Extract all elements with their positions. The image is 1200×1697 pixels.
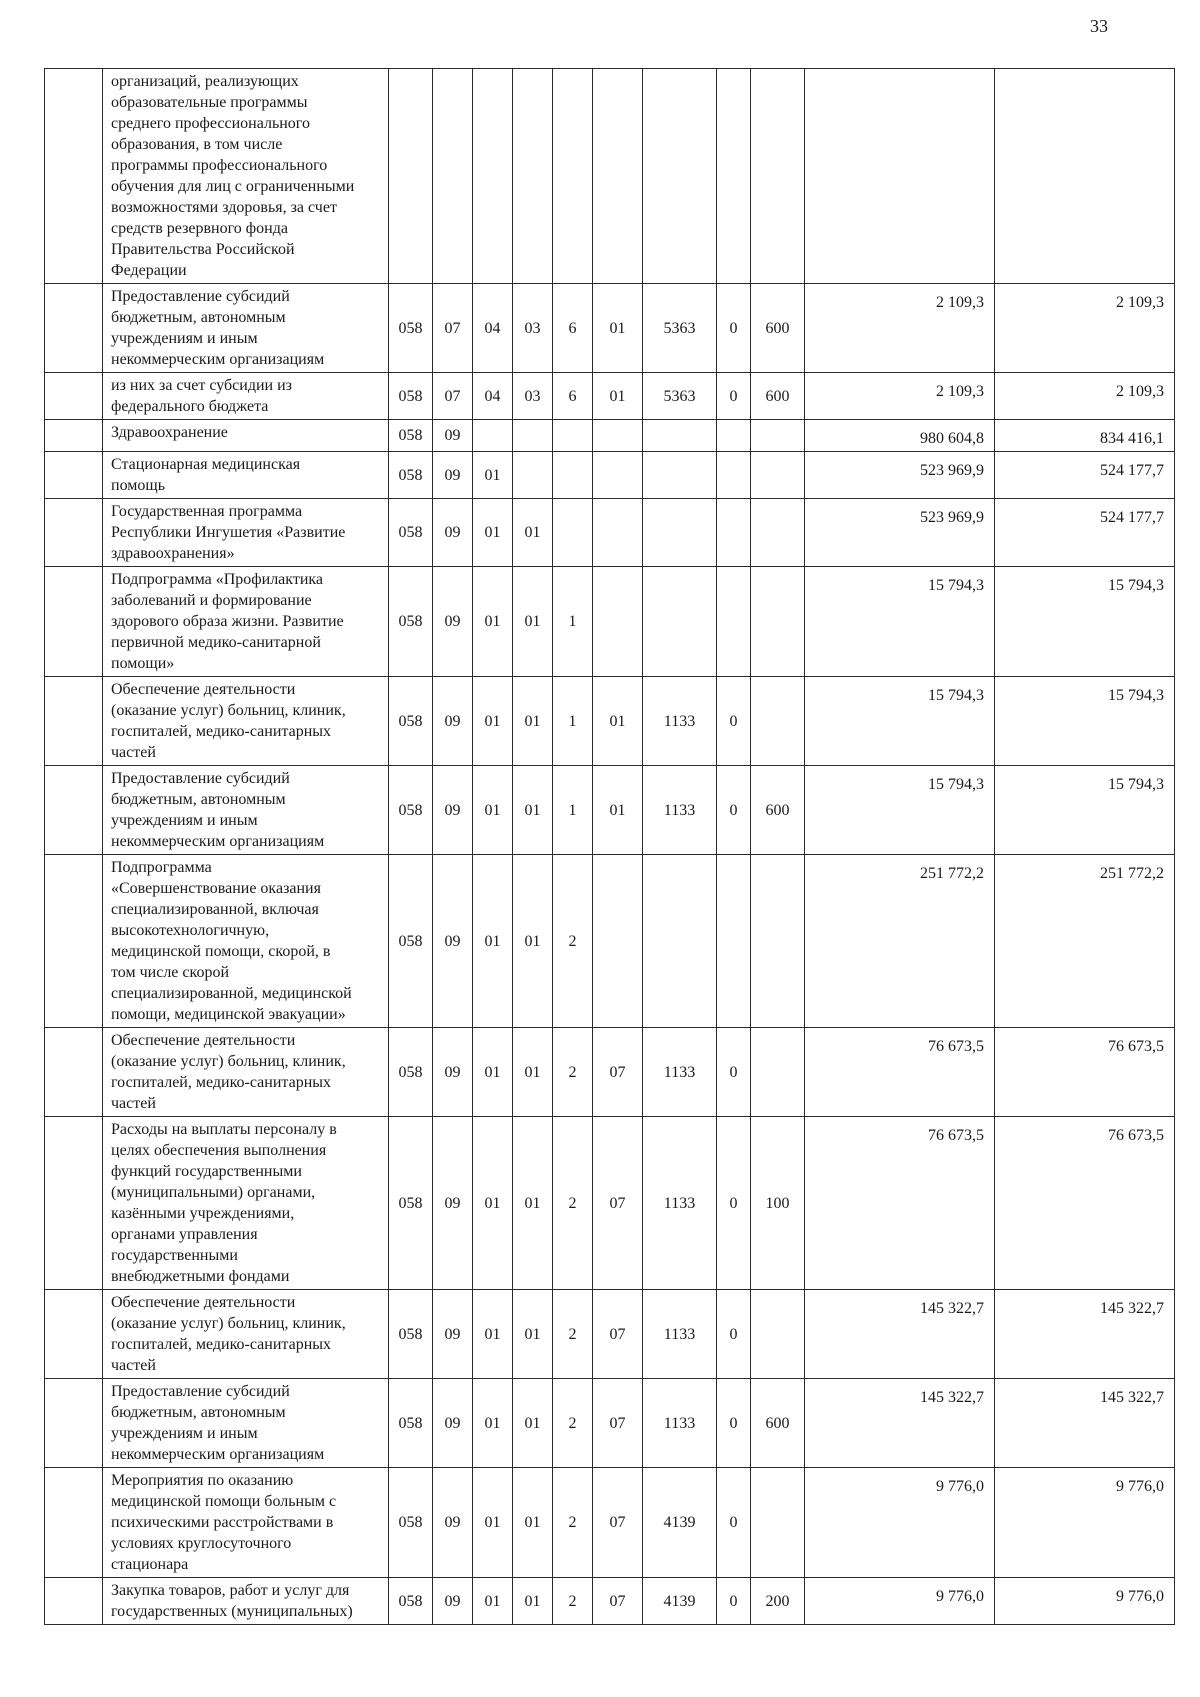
code-cell-c4: 01 [513,1379,553,1468]
code-cell-c5: 2 [553,855,593,1028]
code-cell-c7: 1133 [643,1028,717,1117]
code-cell-c1: 058 [389,1117,433,1290]
code-cell-c7: 4139 [643,1578,717,1625]
amount-cell-v2 [995,69,1175,284]
code-cell-c8: 0 [717,284,751,373]
table-row [45,1028,1175,1117]
amount-cell-v2: 251 772,2 [995,855,1175,1028]
table-row [45,855,1175,1028]
code-cell-c4 [513,69,553,284]
code-cell-c3: 01 [473,1379,513,1468]
table-row [45,284,1175,373]
code-cell-c1: 058 [389,499,433,567]
code-cell-c6: 07 [593,1578,643,1625]
amount-cell-v2: 9 776,0 [995,1578,1175,1625]
code-cell-c3 [473,69,513,284]
amount-cell-v1: 980 604,8 [805,420,995,452]
code-cell-c1: 058 [389,1028,433,1117]
code-cell-c1: 058 [389,766,433,855]
amount-cell-v1: 523 969,9 [805,499,995,567]
code-cell-c5: 1 [553,766,593,855]
item-name-cell: Подпрограмма «Совершенствование оказания специализированной, включая высокотехнологичную, медицинской помощи, скорой, в том числе скорой специализированной, медицинской помощи, медицинской эвакуации» [103,855,389,1028]
amount-cell-v1: 2 109,3 [805,284,995,373]
table-row [45,69,1175,284]
amount-cell-v2: 15 794,3 [995,677,1175,766]
code-cell-c6 [593,452,643,499]
code-cell-c4: 03 [513,284,553,373]
code-cell-c7: 5363 [643,284,717,373]
row-index-cell [45,69,103,284]
code-cell-c5 [553,499,593,567]
code-cell-c6: 01 [593,677,643,766]
code-cell-c2: 09 [433,499,473,567]
item-name-cell: Предоставление субсидий бюджетным, автономным учреждениям и иным некоммерческим организациям [103,766,389,855]
code-cell-c3: 01 [473,452,513,499]
code-cell-c8: 0 [717,1379,751,1468]
amount-cell-v2: 145 322,7 [995,1290,1175,1379]
code-cell-c9 [751,567,805,677]
code-cell-c2: 09 [433,855,473,1028]
code-cell-c7 [643,855,717,1028]
item-name-cell: Обеспечение деятельности (оказание услуг) больниц, клиник, госпиталей, медико-санитарных частей [103,677,389,766]
code-cell-c5: 1 [553,567,593,677]
code-cell-c9 [751,1290,805,1379]
code-cell-c6 [593,567,643,677]
code-cell-c4: 03 [513,373,553,420]
table-row [45,1117,1175,1290]
amount-cell-v2: 145 322,7 [995,1379,1175,1468]
code-cell-c8 [717,499,751,567]
code-cell-c8: 0 [717,1117,751,1290]
code-cell-c5 [553,452,593,499]
item-name-cell: Мероприятия по оказанию медицинской помощи больным с психическими расстройствами в условиях круглосуточного стационара [103,1468,389,1578]
table-row [45,1468,1175,1578]
row-index-cell [45,499,103,567]
code-cell-c8: 0 [717,1578,751,1625]
code-cell-c8 [717,567,751,677]
amount-cell-v2: 76 673,5 [995,1028,1175,1117]
code-cell-c1: 058 [389,373,433,420]
code-cell-c3: 01 [473,855,513,1028]
amount-cell-v1: 251 772,2 [805,855,995,1028]
item-name-cell: Здравоохранение [103,420,389,452]
code-cell-c4: 01 [513,855,553,1028]
table-row [45,420,1175,452]
item-name-cell: Расходы на выплаты персоналу в целях обеспечения выполнения функций государственными (муниципальными) органами, казёнными учреждениями, органами управления государственными внебюджетными фондами [103,1117,389,1290]
code-cell-c7 [643,567,717,677]
row-index-cell [45,1468,103,1578]
code-cell-c8: 0 [717,766,751,855]
code-cell-c9 [751,420,805,452]
code-cell-c6: 01 [593,373,643,420]
amount-cell-v1: 15 794,3 [805,766,995,855]
code-cell-c9: 600 [751,1379,805,1468]
code-cell-c6: 07 [593,1117,643,1290]
row-index-cell [45,284,103,373]
code-cell-c2: 09 [433,766,473,855]
code-cell-c5: 2 [553,1468,593,1578]
table-row [45,373,1175,420]
code-cell-c8 [717,855,751,1028]
code-cell-c5: 2 [553,1117,593,1290]
amount-cell-v1: 76 673,5 [805,1028,995,1117]
budget-table [44,68,1175,1625]
code-cell-c3: 01 [473,1578,513,1625]
code-cell-c2: 09 [433,1379,473,1468]
code-cell-c5: 2 [553,1379,593,1468]
code-cell-c7: 1133 [643,1290,717,1379]
code-cell-c4: 01 [513,1578,553,1625]
item-name-cell: Закупка товаров, работ и услуг для государственных (муниципальных) [103,1578,389,1625]
code-cell-c9: 200 [751,1578,805,1625]
code-cell-c3: 01 [473,567,513,677]
item-name-cell: Предоставление субсидий бюджетным, автономным учреждениям и иным некоммерческим организациям [103,1379,389,1468]
code-cell-c9 [751,499,805,567]
code-cell-c1: 058 [389,1468,433,1578]
code-cell-c1: 058 [389,677,433,766]
row-index-cell [45,420,103,452]
code-cell-c9 [751,69,805,284]
code-cell-c7: 1133 [643,766,717,855]
code-cell-c1: 058 [389,567,433,677]
row-index-cell [45,855,103,1028]
amount-cell-v2: 15 794,3 [995,766,1175,855]
code-cell-c8: 0 [717,1468,751,1578]
code-cell-c7 [643,69,717,284]
table-row [45,1578,1175,1625]
row-index-cell [45,1028,103,1117]
code-cell-c6: 07 [593,1028,643,1117]
code-cell-c6 [593,499,643,567]
amount-cell-v1 [805,69,995,284]
page-number: 33 [1090,16,1108,36]
code-cell-c5: 2 [553,1028,593,1117]
code-cell-c4 [513,420,553,452]
amount-cell-v2: 15 794,3 [995,567,1175,677]
code-cell-c2 [433,69,473,284]
code-cell-c9: 100 [751,1117,805,1290]
code-cell-c3: 01 [473,1028,513,1117]
amount-cell-v2: 2 109,3 [995,373,1175,420]
amount-cell-v2: 2 109,3 [995,284,1175,373]
code-cell-c5: 6 [553,373,593,420]
item-name-cell: Подпрограмма «Профилактика заболеваний и формирование здорового образа жизни. Развитие первичной медико-санитарной помощи» [103,567,389,677]
code-cell-c3: 04 [473,284,513,373]
amount-cell-v1: 9 776,0 [805,1578,995,1625]
row-index-cell [45,1290,103,1379]
code-cell-c8: 0 [717,1290,751,1379]
row-index-cell [45,452,103,499]
code-cell-c5: 2 [553,1578,593,1625]
code-cell-c7: 5363 [643,373,717,420]
amount-cell-v1: 15 794,3 [805,677,995,766]
code-cell-c4: 01 [513,1117,553,1290]
amount-cell-v2: 524 177,7 [995,452,1175,499]
table-row [45,499,1175,567]
code-cell-c7: 1133 [643,1379,717,1468]
row-index-cell [45,766,103,855]
code-cell-c6: 07 [593,1379,643,1468]
code-cell-c2: 09 [433,1290,473,1379]
row-index-cell [45,677,103,766]
code-cell-c1: 058 [389,284,433,373]
code-cell-c5: 2 [553,1290,593,1379]
row-index-cell [45,1379,103,1468]
code-cell-c9 [751,1468,805,1578]
amount-cell-v1: 9 776,0 [805,1468,995,1578]
code-cell-c4: 01 [513,677,553,766]
code-cell-c9: 600 [751,284,805,373]
code-cell-c6 [593,855,643,1028]
code-cell-c3: 01 [473,1468,513,1578]
code-cell-c3: 01 [473,499,513,567]
code-cell-c4: 01 [513,567,553,677]
item-name-cell: Стационарная медицинская помощь [103,452,389,499]
code-cell-c1: 058 [389,420,433,452]
amount-cell-v1: 523 969,9 [805,452,995,499]
code-cell-c6: 07 [593,1290,643,1379]
code-cell-c9: 600 [751,373,805,420]
code-cell-c1 [389,69,433,284]
code-cell-c9 [751,855,805,1028]
code-cell-c1: 058 [389,1578,433,1625]
row-index-cell [45,567,103,677]
table-row [45,1290,1175,1379]
code-cell-c9 [751,677,805,766]
code-cell-c5: 6 [553,284,593,373]
code-cell-c6 [593,420,643,452]
code-cell-c2: 07 [433,284,473,373]
code-cell-c5 [553,69,593,284]
code-cell-c6: 01 [593,284,643,373]
row-index-cell [45,373,103,420]
amount-cell-v2: 524 177,7 [995,499,1175,567]
row-index-cell [45,1578,103,1625]
amount-cell-v1: 76 673,5 [805,1117,995,1290]
code-cell-c6: 01 [593,766,643,855]
item-name-cell: из них за счет субсидии из федерального бюджета [103,373,389,420]
code-cell-c4: 01 [513,499,553,567]
code-cell-c3: 01 [473,766,513,855]
code-cell-c9 [751,452,805,499]
code-cell-c8 [717,452,751,499]
code-cell-c5 [553,420,593,452]
item-name-cell: Государственная программа Республики Ингушетия «Развитие здравоохранения» [103,499,389,567]
amount-cell-v1: 2 109,3 [805,373,995,420]
item-name-cell: Обеспечение деятельности (оказание услуг) больниц, клиник, госпиталей, медико-санитарных частей [103,1290,389,1379]
code-cell-c6: 07 [593,1468,643,1578]
item-name-cell: Предоставление субсидий бюджетным, автономным учреждениям и иным некоммерческим организациям [103,284,389,373]
code-cell-c8 [717,69,751,284]
code-cell-c9: 600 [751,766,805,855]
code-cell-c7 [643,420,717,452]
code-cell-c2: 09 [433,1117,473,1290]
code-cell-c1: 058 [389,855,433,1028]
code-cell-c8: 0 [717,677,751,766]
code-cell-c7: 4139 [643,1468,717,1578]
table-row [45,567,1175,677]
code-cell-c2: 09 [433,452,473,499]
item-name-cell: Обеспечение деятельности (оказание услуг) больниц, клиник, госпиталей, медико-санитарных частей [103,1028,389,1117]
row-index-cell [45,1117,103,1290]
code-cell-c1: 058 [389,1379,433,1468]
code-cell-c3: 01 [473,677,513,766]
code-cell-c4 [513,452,553,499]
code-cell-c7: 1133 [643,677,717,766]
code-cell-c3: 04 [473,373,513,420]
table-row [45,766,1175,855]
amount-cell-v2: 834 416,1 [995,420,1175,452]
code-cell-c9 [751,1028,805,1117]
amount-cell-v1: 145 322,7 [805,1290,995,1379]
code-cell-c2: 09 [433,567,473,677]
code-cell-c4: 01 [513,1290,553,1379]
table-row [45,1379,1175,1468]
code-cell-c6 [593,69,643,284]
table-row [45,677,1175,766]
code-cell-c8: 0 [717,1028,751,1117]
code-cell-c3: 01 [473,1290,513,1379]
code-cell-c4: 01 [513,1468,553,1578]
amount-cell-v1: 15 794,3 [805,567,995,677]
amount-cell-v1: 145 322,7 [805,1379,995,1468]
code-cell-c7 [643,499,717,567]
code-cell-c2: 09 [433,1468,473,1578]
code-cell-c7 [643,452,717,499]
code-cell-c8: 0 [717,373,751,420]
code-cell-c3 [473,420,513,452]
code-cell-c2: 09 [433,677,473,766]
code-cell-c7: 1133 [643,1117,717,1290]
table-row [45,452,1175,499]
item-name-cell: организаций, реализующих образовательные программы среднего профессионального образования, в том числе программы профессионального обучения для лиц с ограниченными возможностями здоровья, за счет средств резервного фонда Правительства Российской Федерации [103,69,389,284]
code-cell-c8 [717,420,751,452]
code-cell-c1: 058 [389,1290,433,1379]
code-cell-c2: 09 [433,1028,473,1117]
amount-cell-v2: 76 673,5 [995,1117,1175,1290]
code-cell-c2: 07 [433,373,473,420]
code-cell-c2: 09 [433,420,473,452]
code-cell-c1: 058 [389,452,433,499]
amount-cell-v2: 9 776,0 [995,1468,1175,1578]
code-cell-c4: 01 [513,1028,553,1117]
code-cell-c3: 01 [473,1117,513,1290]
code-cell-c4: 01 [513,766,553,855]
code-cell-c5: 1 [553,677,593,766]
code-cell-c2: 09 [433,1578,473,1625]
